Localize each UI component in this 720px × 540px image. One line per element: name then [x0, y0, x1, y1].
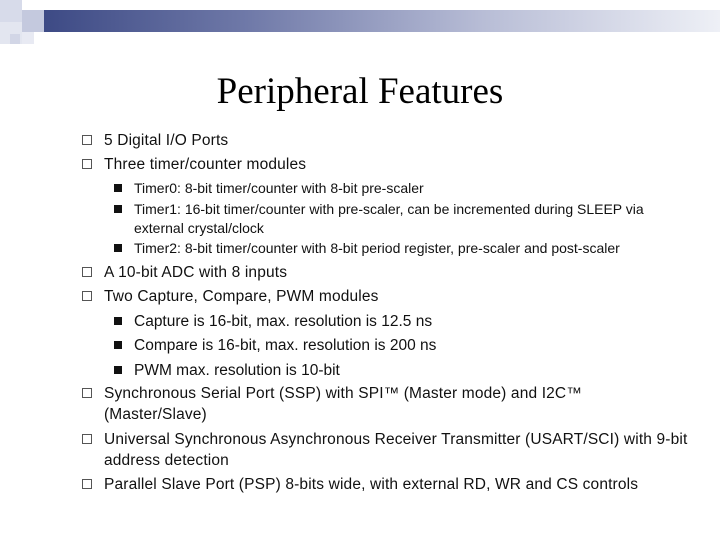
- hollow-square-bullet-icon: [82, 159, 92, 169]
- sub-list-item: Timer2: 8-bit timer/counter with 8-bit period register, pre-scaler and post-scaler: [114, 239, 694, 258]
- filled-square-bullet-icon: [114, 244, 122, 252]
- hollow-square-bullet-icon: [82, 267, 92, 277]
- list-item: Synchronous Serial Port (SSP) with SPI™ (Master mode) and I2C™ (Master/Slave): [82, 383, 642, 425]
- hollow-square-bullet-icon: [82, 291, 92, 301]
- list-item: 5 Digital I/O Ports: [82, 130, 692, 151]
- filled-square-bullet-icon: [114, 341, 122, 349]
- filled-square-bullet-icon: [114, 366, 122, 374]
- decor-square: [22, 32, 34, 44]
- slide-title: Peripheral Features: [216, 71, 504, 112]
- filled-square-bullet-icon: [114, 205, 122, 213]
- hollow-square-bullet-icon: [82, 479, 92, 489]
- hollow-square-bullet-icon: [82, 135, 92, 145]
- hollow-square-bullet-icon: [82, 434, 92, 444]
- filled-square-bullet-icon: [114, 184, 122, 192]
- list-item: Three timer/counter modules: [82, 154, 692, 175]
- list-item: A 10-bit ADC with 8 inputs: [82, 262, 692, 283]
- list-item: Parallel Slave Port (PSP) 8-bits wide, with external RD, WR and CS controls: [82, 474, 702, 495]
- header-gradient-bar: [44, 10, 720, 32]
- sub-list-item: Capture is 16-bit, max. resolution is 12.5 ns: [114, 311, 694, 332]
- sub-list-item: PWM max. resolution is 10-bit: [114, 360, 694, 381]
- decor-square: [0, 0, 22, 22]
- sub-list-item: Compare is 16-bit, max. resolution is 200 ns: [114, 335, 694, 356]
- decor-square: [22, 10, 44, 32]
- decor-square: [10, 34, 20, 44]
- hollow-square-bullet-icon: [82, 388, 92, 398]
- list-item: Universal Synchronous Asynchronous Receiver Transmitter (USART/SCI) with 9-bit address detection: [82, 429, 692, 471]
- list-item: Two Capture, Compare, PWM modules: [82, 286, 692, 307]
- sub-list-item: Timer1: 16-bit timer/counter with pre-scaler, can be incremented during SLEEP via external crystal/clock: [114, 200, 674, 238]
- sub-list-item: Timer0: 8-bit timer/counter with 8-bit pre-scaler: [114, 179, 694, 198]
- filled-square-bullet-icon: [114, 317, 122, 325]
